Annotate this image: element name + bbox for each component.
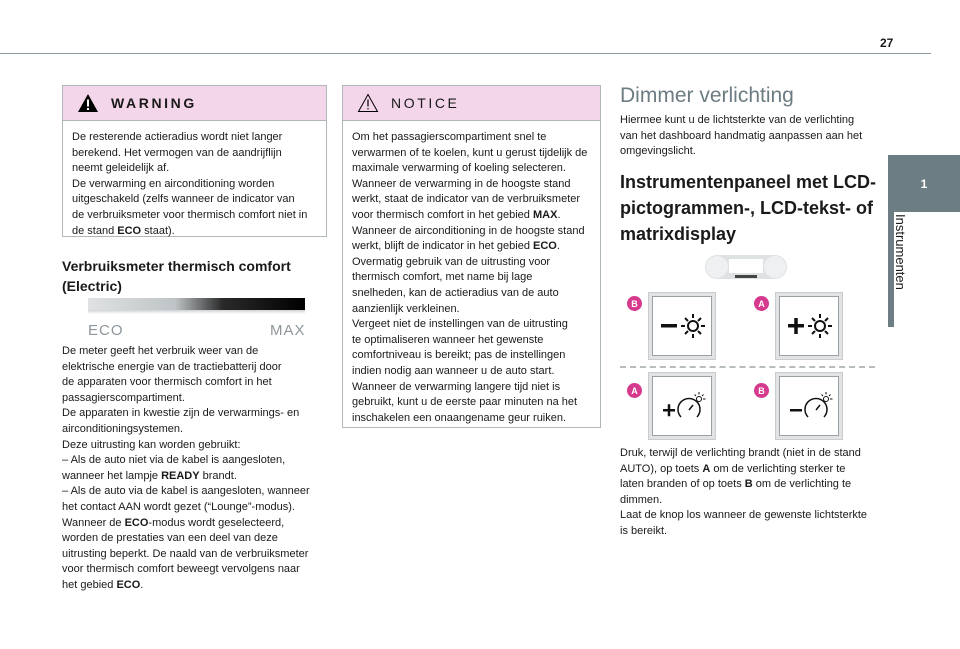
dial-plus-button[interactable] [648, 372, 716, 440]
thermal-gauge-shadow [88, 310, 305, 314]
warning-line: neemt geleidelijk af. [72, 162, 170, 175]
dim-minus-button[interactable] [648, 292, 716, 360]
notice-header [343, 86, 600, 121]
thermal-heading: Verbruiksmeter thermisch comfort (Electric) [62, 258, 291, 294]
warning-line: de verbruiksmeter voor thermisch comfort niet in [72, 208, 308, 221]
dial-plus-button-face [652, 376, 712, 436]
side-tab-number[interactable]: 1 [888, 155, 960, 212]
thermal-gauge-bar [88, 298, 305, 310]
badge-a-bottom: A [627, 383, 642, 398]
warning-triangle-icon [77, 93, 99, 113]
badge-b-bottom: B [754, 383, 769, 398]
dim-minus-button-face [652, 296, 712, 356]
plus-sun-icon [780, 297, 838, 355]
notice-triangle-icon [357, 93, 379, 113]
dimmer-description: Druk, terwijl de verlichting brandt (niet in de stand AUTO), op toets A om de verlichting sterker te laten branden of op toets B om de verlichting te dimmen. Laat de knop los wanneer de gewenste lichtsterkte is bereikt. [620, 447, 868, 537]
dimmer-title: Dimmer verlichting [620, 84, 794, 107]
warning-body [63, 121, 326, 248]
warning-box [62, 85, 327, 237]
warning-title: WARNING [111, 95, 197, 111]
dim-plus-button[interactable] [775, 292, 843, 360]
plus-dial-light-icon [653, 377, 711, 435]
dashboard-icon [703, 253, 789, 281]
side-tab-label: Instrumenten [893, 214, 908, 290]
notice-box [342, 85, 601, 428]
warning-line: uitgeschakeld (zelfs wanneer de indicator van [72, 193, 295, 206]
page-number: 27 [880, 36, 894, 50]
warning-header [63, 86, 326, 121]
gauge-label-eco: ECO [88, 322, 124, 339]
dial-minus-button-face [779, 376, 839, 436]
dimmer-intro: Hiermee kunt u de lichtsterkte van de verlichting van het dashboard handmatig aanpassen aan het omgevingslicht. [620, 114, 863, 158]
thermal-text: De meter geeft het verbruik weer van de elektrische energie van de tractiebatterij door de apparaten voor thermisch comfort in het passagierscompartiment. De apparaten in kwestie zijn de verwarmings- en airconditioningsystemen. Deze uitrusting kan worden gebruikt: – Als de auto niet via de kabel is aangesloten, wanneer het lampje READY brandt. – Als de auto via de kabel is aangesloten, wanneer het contact AAN wordt gezet (“Lounge”-modus). Wanneer de ECO-modus wordt geselecteerd, worden de prestaties van een deel van deze uitrusting beperkt. De naald van de verbruiksmeter voor thermisch comfort beweegt vervolgens naar het gebied ECO. [62, 345, 310, 591]
minus-sun-icon [653, 297, 711, 355]
separator-dashed [620, 366, 875, 368]
warning-line: De verwarming en airconditioning worden [72, 177, 275, 190]
top-rule [0, 53, 931, 54]
warning-line: de stand ECO staat). [72, 224, 175, 237]
gauge-label-max: MAX [270, 322, 306, 339]
warning-line: berekend. Het vermogen van de aandrijflijn [72, 146, 282, 159]
minus-dial-light-icon [780, 377, 838, 435]
warning-line: De resterende actieradius wordt niet langer [72, 131, 283, 143]
badge-b-top: B [627, 296, 642, 311]
dimmer-heading: Instrumentenpaneel met LCD- pictogrammen-, LCD-tekst- of matrixdisplay [620, 172, 877, 244]
notice-body: Om het passagierscompartiment snel te verwarmen of te koelen, kunt u gerust tijdelijk de maximale verwarming of koeling selecteren. Wanneer de verwarming in de hoogste stand werkt, staat de indicator van de verbruiksmeter voor thermisch comfort in het gebied MAX. Wanneer de airconditioning in de hoogste stand werkt, blijft de indicator in het gebied ECO. Overmatig gebruik van de uitrusting voor thermisch comfort, met name bij lage snelheden, kan de actieradius van de auto aanzienlijk verkleinen. Vergeet niet de instellingen van de uitrusting te optimaliseren wanneer het gewenste comfortniveau is bereikt; pas de instellingen indien nodig aan wanneer u de auto start. Wanneer de verwarming langere tijd niet is gebruikt, kunt u de eerste paar minuten na het inschakelen een onaangename geur ruiken. [352, 131, 588, 424]
notice-title: NOTICE [391, 95, 460, 111]
badge-a-top: A [754, 296, 769, 311]
dim-plus-button-face [779, 296, 839, 356]
dial-minus-button[interactable] [775, 372, 843, 440]
